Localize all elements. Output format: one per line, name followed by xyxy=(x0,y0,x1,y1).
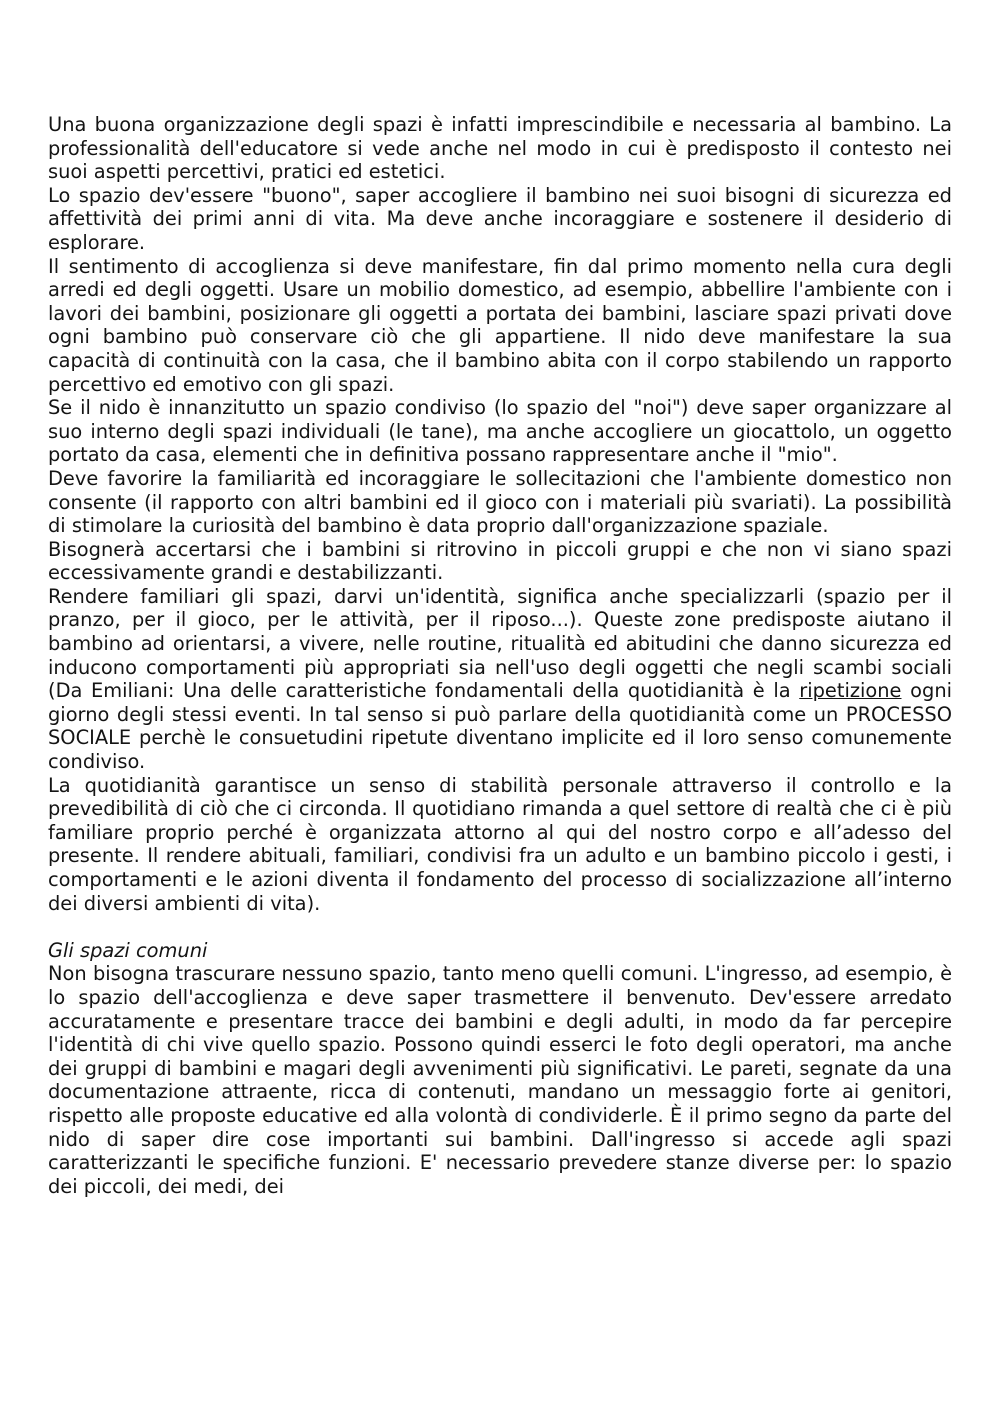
underlined-term-ripetizione: ripetizione xyxy=(799,679,902,703)
paragraph-piccoli-gruppi: Bisognerà accertarsi che i bambini si ritrovino in piccoli gruppi e che non vi siano spazi eccessivamente grandi e destabilizzanti. xyxy=(48,537,952,585)
paragraph-spazio-buono: Lo spazio dev'essere "buono", saper accogliere il bambino nei suoi bisogni di sicurezza ed affettività dei primi anni di vita. Ma deve anche incoraggiare e sostenere il desiderio di esplorare. xyxy=(48,183,952,254)
paragraph-spazio-condiviso: Se il nido è innanzitutto un spazio condiviso (lo spazio del "noi") deve saper organizzare al suo interno degli spazi individuali (le tane), ma anche accogliere un giocattolo, un oggetto portato da casa, elementi che in definitiva possano rappresentare anche il "mio". xyxy=(48,396,952,467)
section-heading-spazi-comuni: Gli spazi comuni xyxy=(48,938,208,962)
paragraph-sentimento-accoglienza: Il sentimento di accoglienza si deve manifestare, fin dal primo momento nella cura degli arredi ed degli oggetti. Usare un mobilio domestico, ad esempio, abbellire l'ambiente con i lavori dei bambini, posizionare gli oggetti a portata dei bambini, lasciare spazi privati dove ogni bambino può conservare ciò che gli appartiene. Il nido deve manifestare la sua capacità di continuità con la casa, che il bambino abita con il corpo stabilendo un rapporto percettivo ed emotivo con gli spazi. xyxy=(48,254,952,396)
paragraph-text-after: ogni giorno degli stessi eventi. In tal senso si può parlare della quotidianità come un PROCESSO SOCIALE perchè le consuetudini ripetute diventano implicite ed il loro senso comunemente condiviso. xyxy=(48,679,952,774)
paragraph-familiarita: Deve favorire la familiarità ed incoraggiare le sollecitazioni che l'ambiente domestico non consente (il rapporto con altri bambini ed il gioco con i materiali più svariati). La possibilità di stimolare la curiosità del bambino è data proprio dall'organizzazione spaziale. xyxy=(48,466,952,538)
paragraph-text-before: Rendere familiari gli spazi, darvi un'identità, significa anche specializzarli (spazio per il pranzo, per il gioco, per le attività, per il riposo...). Queste zone predisposte aiutano il bambino ad orientarsi, a vivere, nelle routine, ritualità ed abitudini che danno sicurezza ed inducono comportamenti più appropriati sia nell'uso degli oggetti che negli scambi sociali (Da Emiliani: Una delle caratteristiche fondamentali della quotidianità è la xyxy=(48,584,952,703)
paragraph-quotidianita: La quotidianità garantisce un senso di stabilità personale attraverso il controllo e la prevedibilità di ciò che ci circonda. Il quotidiano rimanda a quel settore di realtà che ci è più familiare proprio perché è organizzata attorno al qui del nostro corpo e all’adesso del presente. Il rendere abituali, familiari, condivisi fra un adulto e un bambino piccolo i gesti, i comportamenti e le azioni diventa il fondamento del processo di socializzazione all’interno dei diversi ambienti di vita). xyxy=(48,773,952,915)
paragraph-spazi-comuni: Non bisogna trascurare nessuno spazio, tanto meno quelli comuni. L'ingresso, ad esempio, è lo spazio dell'accoglienza e deve saper trasmettere il benvenuto. Dev'essere arredato accuratamente e presentare tracce dei bambini e degli adulti, in modo da far percepire l'identità di chi vive quello spazio. Possono quindi esserci le foto degli operatori, ma anche dei gruppi di bambini e magari degli avvenimenti più significativi. Le pareti, segnate da una documentazione attraente, ricca di contenuti, mandano un messaggio forte ai genitori, rispetto alle proposte educative ed alla volontà di condividerle. È il primo segno da parte del nido di saper dire cose importanti sui bambini. Dall'ingresso si accede agli spazi caratterizzanti le specifiche funzioni. E' necessario prevedere stanze diverse per: lo spazio dei piccoli, dei medi, dei xyxy=(48,962,952,1198)
document-page xyxy=(48,113,952,1198)
paragraph-spazi-specializzati xyxy=(48,585,952,774)
paragraph-organizzazione-spazi: Una buona organizzazione degli spazi è infatti imprescindibile e necessaria al bambino. La professionalità dell'educatore si vede anche nel modo in cui è predisposto il contesto nei suoi aspetti percettivi, pratici ed estetici. xyxy=(48,113,952,184)
